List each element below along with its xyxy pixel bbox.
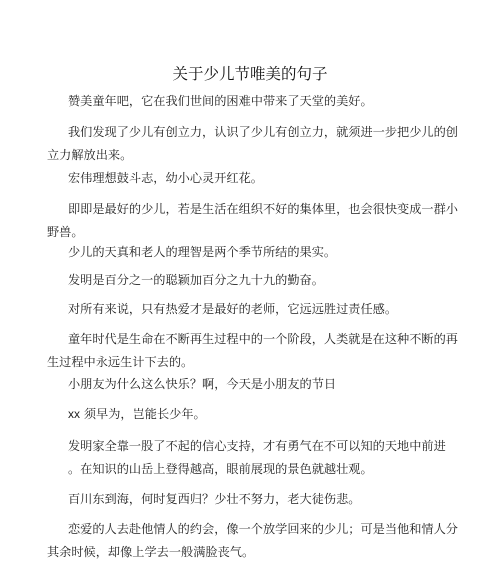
paragraph-4: [47, 198, 458, 244]
paragraph-1: [47, 90, 455, 113]
paragraph-line: 赞美童年吧，它在我们世间的困难中带来了天堂的美好。: [68, 94, 373, 108]
paragraph-line: 我们发现了少儿有创立力，认识了少儿有创立力，就须进一步把少儿的创: [68, 125, 458, 139]
paragraph-line-text: 须早为，岂能长少年。: [80, 407, 206, 421]
paragraph-line: 野兽。: [47, 225, 84, 239]
paragraph-8: [47, 328, 458, 374]
document-title: 关于少儿节唯美的句子: [172, 65, 328, 83]
paragraph-line: 童年时代是生命在不断再生过程中的一个阶段，人类就是在这种不断的再: [68, 332, 458, 346]
paragraph-6: [47, 269, 455, 292]
paragraph-line: 少儿的天真和老人的理智是两个季节所结的果实。: [68, 245, 337, 259]
paragraph-11: [47, 435, 455, 481]
paragraph-line: 百川东到海，何时复西归？少壮不努力，老大徒伤悲。: [68, 492, 361, 506]
paragraph-5: [47, 241, 455, 264]
paragraph-9: [47, 373, 455, 396]
paragraph-13: [47, 518, 458, 564]
paragraph-line: 恋爱的人去赴他情人的约会，像一个放学回来的少儿；可是当他和情人分: [68, 522, 458, 536]
paragraph-2: [47, 121, 458, 167]
paragraph-line: 即即是最好的少儿，若是生活在组织不好的集体里，也会很快变成一群小: [68, 202, 458, 216]
paragraph-line: 小朋友为什么这么快乐？啊，今天是小朋友的节日: [68, 377, 337, 391]
paragraph-line: 生过程中永远生计下去的。: [47, 355, 194, 369]
paragraph-line: 宏伟理想鼓斗志，幼小心灵开红花。: [68, 171, 263, 185]
paragraph-line: 发明家全靠一股了不起的信心支持，才有勇气在不可以知的天地中前进: [68, 439, 446, 453]
paragraph-line: 。在知识的山岳上登得越高，眼前展现的景色就越壮观。: [68, 462, 373, 476]
paragraph-3: [47, 167, 455, 190]
paragraph-7: [47, 298, 455, 321]
paragraph-10: [47, 403, 455, 426]
paragraph-line: 立力解放出来。: [47, 148, 133, 162]
paragraph-line: 发明是百分之一的聪颖加百分之九十九的勤奋。: [68, 273, 324, 287]
paragraph-line: 对所有来说，只有热爱才是最好的老师，它远远胜过责任感。: [68, 302, 398, 316]
paragraph-12: [47, 488, 455, 511]
paragraph-line: [47, 403, 455, 426]
paragraph-line: 其余时候，却像上学去一般满脸丧气。: [47, 545, 255, 559]
redacted-year-text: xx: [68, 407, 80, 421]
